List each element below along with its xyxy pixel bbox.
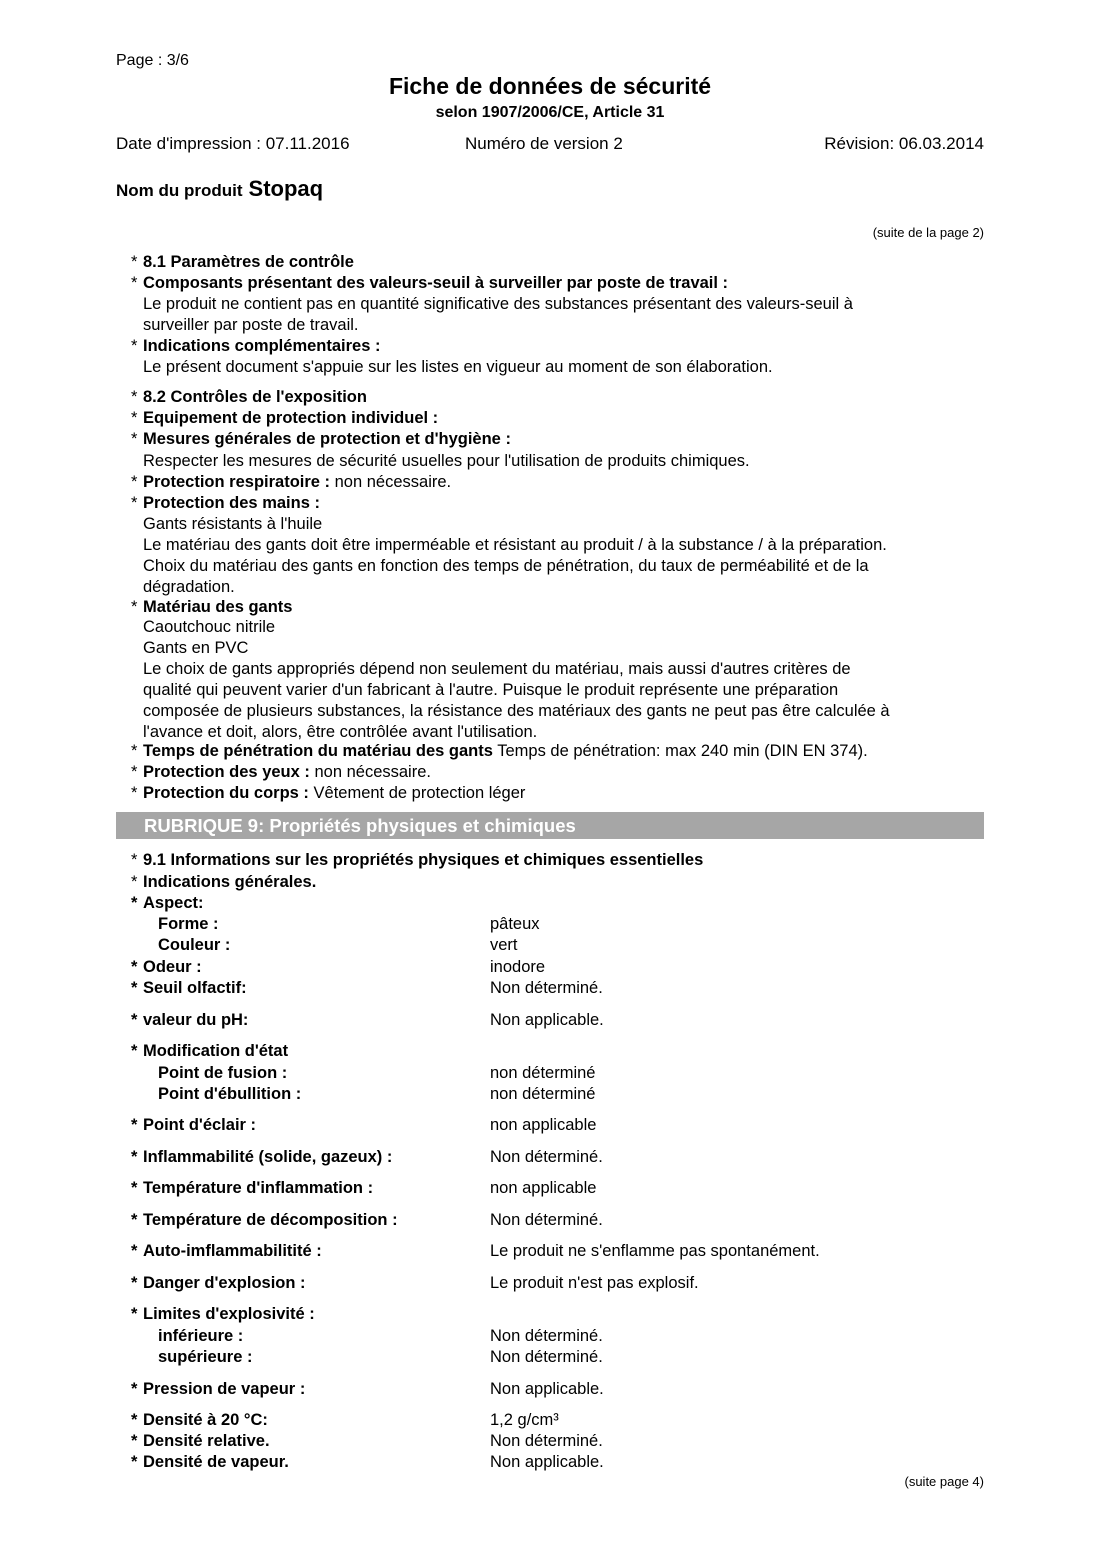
property-label-text: Odeur : (143, 958, 202, 976)
product-name-row (116, 176, 323, 202)
section-8-text (143, 617, 275, 638)
property-value: 1,2 g/cm³ (490, 1411, 559, 1429)
property-label-text: inférieure : (158, 1327, 244, 1345)
asterisk-marker: * (131, 409, 138, 427)
item-heading: Protection du corps : (143, 784, 309, 802)
section-8-item (131, 597, 292, 618)
property-value: Non déterminé. (490, 1348, 603, 1366)
section-8-text (143, 722, 537, 743)
property-label (131, 1178, 373, 1199)
section-8-item (131, 783, 525, 804)
property-label-text: Limites d'explosivité : (143, 1305, 315, 1323)
property-value: Non applicable. (490, 1380, 604, 1398)
asterisk-marker: * (131, 337, 138, 355)
asterisk-marker: * (131, 430, 138, 448)
property-label-text: Danger d'explosion : (143, 1274, 306, 1292)
asterisk-marker: * (131, 1011, 138, 1029)
section-8-text (143, 638, 248, 659)
asterisk-marker: * (131, 274, 138, 292)
item-heading: Indications complémentaires : (143, 337, 381, 355)
property-value: Non applicable. (490, 1453, 604, 1471)
property-label (158, 914, 219, 935)
property-label-text: Densité à 20 °C: (143, 1411, 268, 1429)
property-value: Non déterminé. (490, 1327, 603, 1345)
continued-from-note: (suite de la page 2) (872, 225, 984, 240)
item-text: Le matériau des gants doit être imperméable et résistant au produit / à la substance / à la préparation. (143, 536, 887, 554)
property-label (131, 1115, 256, 1136)
section-8-text (143, 556, 869, 577)
property-value: Le produit ne s'enflamme pas spontanément. (490, 1242, 820, 1260)
asterisk-marker: * (131, 742, 138, 760)
property-label (158, 1084, 301, 1105)
item-heading: Temps de pénétration du matériau des gants (143, 742, 493, 760)
asterisk-marker: * (131, 1242, 138, 1260)
item-heading: Mesures générales de protection et d'hygiène : (143, 430, 511, 448)
asterisk-marker: * (131, 473, 138, 491)
property-label-text: Couleur : (158, 936, 231, 954)
asterisk-marker: * (131, 1432, 138, 1450)
property-value: Non applicable. (490, 1011, 604, 1029)
property-label-text: Modification d'état (143, 1042, 289, 1060)
item-heading: Matériau des gants (143, 598, 293, 616)
asterisk-marker: * (131, 784, 138, 802)
property-label (131, 1273, 306, 1294)
item-text: surveiller par poste de travail. (143, 316, 359, 334)
item-text: Choix du matériau des gants en fonction des temps de pénétration, du taux de perméabilité et de la (143, 557, 869, 575)
asterisk-marker: * (131, 763, 138, 781)
item-text: Gants en PVC (143, 639, 249, 657)
item-heading: Protection respiratoire : (143, 473, 331, 491)
property-label (131, 1410, 268, 1431)
property-value: Non déterminé. (490, 1211, 603, 1229)
item-heading: Protection des mains : (143, 494, 320, 512)
section-8-text (143, 577, 235, 598)
section-8-text (143, 514, 322, 535)
item-heading: 9.1 Informations sur les propriétés physiques et chimiques essentielles (143, 851, 704, 869)
item-text: Respecter les mesures de sécurité usuelles pour l'utilisation de produits chimiques. (143, 452, 750, 470)
section-8-text (143, 535, 887, 556)
section-8-text (143, 451, 750, 472)
property-label (158, 1063, 287, 1084)
item-text: Le présent document s'appuie sur les listes en vigueur au moment de son élaboration. (143, 358, 773, 376)
property-label (131, 1379, 305, 1400)
item-text: non nécessaire. (309, 763, 431, 781)
property-label-text: valeur du pH: (143, 1011, 249, 1029)
item-text: composée de plusieurs substances, la résistance des matériaux des gants ne peut pas être calculée à (143, 702, 890, 720)
property-label (131, 1147, 392, 1168)
item-text: Le choix de gants appropriés dépend non seulement du matériau, mais aussi d'autres critères de (143, 660, 851, 678)
property-label-text: Densité relative. (143, 1432, 270, 1450)
property-label (131, 893, 204, 914)
property-value: non déterminé (490, 1064, 596, 1082)
property-label-text: Température d'inflammation : (143, 1179, 374, 1197)
asterisk-marker: * (131, 873, 138, 891)
asterisk-marker: * (131, 494, 138, 512)
item-text: Temps de pénétration: max 240 min (DIN EN 374). (492, 742, 868, 760)
section-8-item (131, 493, 320, 514)
document-title: Fiche de données de sécurité (388, 73, 712, 99)
property-label (131, 1041, 288, 1062)
property-label-text: Température de décomposition : (143, 1211, 398, 1229)
item-text: l'avance et doit, alors, être contrôlée avant l'utilisation. (143, 723, 538, 741)
section-8-item (131, 387, 367, 408)
property-label-text: Point d'ébullition : (158, 1085, 302, 1103)
section-9-intro-item (131, 850, 703, 871)
property-value: Non déterminé. (490, 1148, 603, 1166)
section-8-item (131, 252, 354, 273)
asterisk-marker: * (131, 979, 138, 997)
item-text: Caoutchouc nitrile (143, 618, 276, 636)
property-value: non applicable (490, 1179, 597, 1197)
property-label (158, 1326, 243, 1347)
section-8-text (143, 680, 838, 701)
item-heading: Protection des yeux : (143, 763, 310, 781)
asterisk-marker: * (131, 1042, 138, 1060)
asterisk-marker: * (131, 1453, 138, 1471)
property-label (131, 978, 247, 999)
item-text: Vêtement de protection léger (308, 784, 526, 802)
product-name: Stopaq (248, 176, 324, 201)
property-value: vert (490, 936, 518, 954)
item-heading: 8.2 Contrôles de l'exposition (143, 388, 367, 406)
property-label-text: supérieure : (158, 1348, 253, 1366)
section-9-heading-band (116, 812, 984, 839)
item-text: non nécessaire. (330, 473, 452, 491)
asterisk-marker: * (131, 1148, 138, 1166)
section-8-text (143, 294, 853, 315)
asterisk-marker: * (131, 253, 138, 271)
property-value: pâteux (490, 915, 540, 933)
page-number: Page : 3/6 (116, 52, 189, 69)
section-8-item (131, 762, 431, 783)
item-heading: Equipement de protection individuel : (143, 409, 439, 427)
property-value: Non déterminé. (490, 1432, 603, 1450)
property-label-text: Pression de vapeur : (143, 1380, 306, 1398)
property-label (158, 1347, 252, 1368)
section-8-item (131, 273, 728, 294)
asterisk-marker: * (131, 1274, 138, 1292)
item-heading: 8.1 Paramètres de contrôle (143, 253, 354, 271)
section-8-item (131, 741, 868, 762)
asterisk-marker: * (131, 388, 138, 406)
asterisk-marker: * (131, 894, 138, 912)
property-value: inodore (490, 958, 546, 976)
asterisk-marker: * (131, 1179, 138, 1197)
continued-to-note: (suite page 4) (904, 1474, 984, 1489)
property-label-text: Aspect: (143, 894, 204, 912)
asterisk-marker: * (131, 1305, 138, 1323)
version-number: Numéro de version 2 (465, 134, 623, 153)
property-label (131, 1210, 398, 1231)
property-label (131, 1431, 270, 1452)
section-8-item (131, 429, 511, 450)
asterisk-marker: * (131, 851, 138, 869)
asterisk-marker: * (131, 1116, 138, 1134)
property-label (131, 957, 202, 978)
section-8-text (143, 659, 851, 680)
asterisk-marker: * (131, 1411, 138, 1429)
property-value: non déterminé (490, 1085, 596, 1103)
property-label-text: Point de fusion : (158, 1064, 288, 1082)
property-value: Non déterminé. (490, 979, 603, 997)
property-value: non applicable (490, 1116, 597, 1134)
item-text: Le produit ne contient pas en quantité significative des substances présentant des valeurs-seuil à (143, 295, 853, 313)
item-text: dégradation. (143, 578, 235, 596)
product-name-label: Nom du produit (116, 181, 243, 200)
property-label-text: Point d'éclair : (143, 1116, 257, 1134)
section-8-text (143, 701, 890, 722)
section-8-item (131, 408, 438, 429)
property-label-text: Seuil olfactif: (143, 979, 247, 997)
section-8-text (143, 315, 359, 336)
revision-date: Révision: 06.03.2014 (824, 134, 984, 153)
section-8-text (143, 357, 773, 378)
property-label (131, 1241, 322, 1262)
property-label (131, 1010, 248, 1031)
item-heading: Composants présentant des valeurs-seuil à surveiller par poste de travail : (143, 274, 729, 292)
item-text: Gants résistants à l'huile (143, 515, 323, 533)
property-label (131, 1452, 289, 1473)
asterisk-marker: * (131, 1211, 138, 1229)
item-text: qualité qui peuvent varier d'un fabricant à l'autre. Puisque le produit représente une préparation (143, 681, 839, 699)
asterisk-marker: * (131, 598, 138, 616)
section-8-item (131, 336, 380, 357)
property-label-text: Forme : (158, 915, 219, 933)
asterisk-marker: * (131, 1380, 138, 1398)
property-label-text: Inflammabilité (solide, gazeux) : (143, 1148, 393, 1166)
property-value: Le produit n'est pas explosif. (490, 1274, 699, 1292)
property-label (131, 1304, 315, 1325)
property-label-text: Densité de vapeur. (143, 1453, 289, 1471)
property-label-text: Auto-imflammabilitité : (143, 1242, 322, 1260)
asterisk-marker: * (131, 958, 138, 976)
section-8-item (131, 472, 451, 493)
item-heading: Indications générales. (143, 873, 317, 891)
section-9-heading: RUBRIQUE 9: Propriétés physiques et chimiques (144, 815, 576, 836)
document-subtitle: selon 1907/2006/CE, Article 31 (435, 104, 665, 121)
print-date: Date d'impression : 07.11.2016 (116, 134, 350, 153)
property-label (158, 935, 230, 956)
section-9-intro-item (131, 872, 316, 893)
